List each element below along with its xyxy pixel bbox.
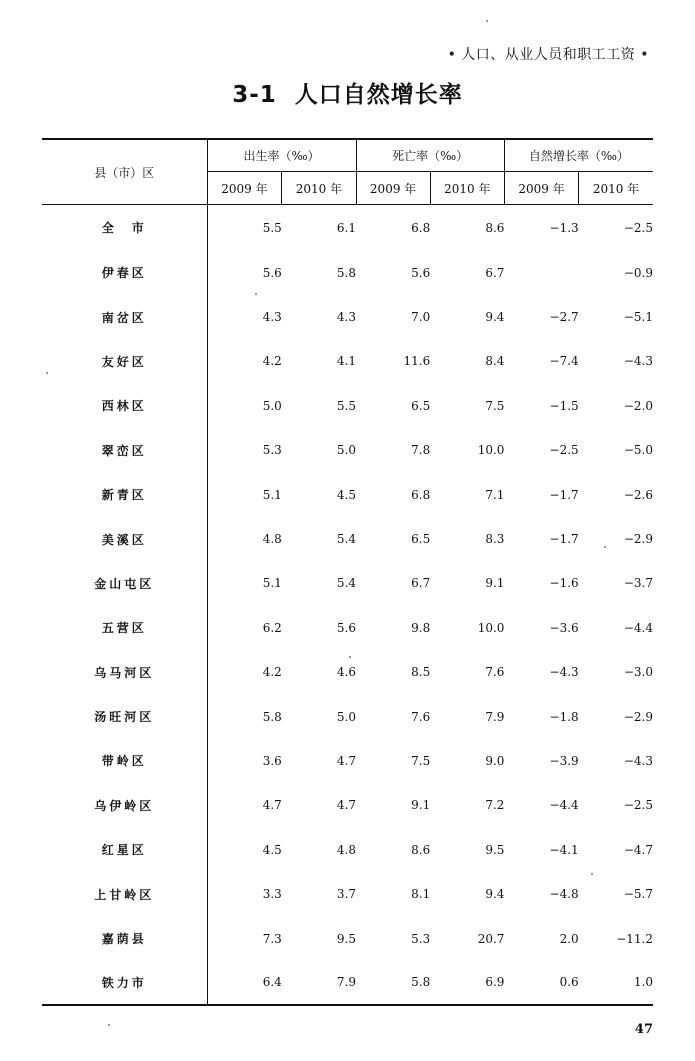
value-cell: 4.3 — [336, 310, 356, 325]
group-header-death-rate: 死亡率（‰） — [356, 139, 504, 172]
value-cell: 9.5 — [336, 931, 356, 946]
value-cell: 5.1 — [262, 576, 282, 591]
value-cell: 4.5 — [336, 487, 356, 502]
value-cell: −3.6 — [549, 620, 579, 635]
value-cell: 4.6 — [336, 665, 356, 680]
value-cell: 6.2 — [262, 620, 282, 635]
value-cell: 5.6 — [262, 265, 282, 280]
value-cell: −5.1 — [623, 310, 653, 325]
value-cell: 1.0 — [633, 975, 653, 990]
region-name: 南岔区 — [42, 295, 207, 339]
value-cell: −4.1 — [549, 842, 579, 857]
region-name: 友好区 — [42, 339, 207, 383]
value-cell: 5.1 — [262, 487, 282, 502]
value-cell: 10.0 — [477, 443, 505, 458]
table-row — [42, 205, 653, 251]
scan-speck — [255, 293, 257, 295]
value-cell: 4.3 — [262, 310, 282, 325]
value-cell: 5.0 — [336, 443, 356, 458]
value-cell: −1.7 — [549, 532, 579, 547]
region-name: 上甘岭区 — [42, 872, 207, 916]
value-cell: −4.3 — [549, 665, 579, 680]
table-row — [42, 472, 653, 516]
region-name: 乌马河区 — [42, 650, 207, 694]
value-cell: 5.4 — [336, 576, 356, 591]
value-cell: −2.6 — [623, 487, 653, 502]
value-cell: −1.6 — [549, 576, 579, 591]
value-cell: 4.7 — [336, 753, 356, 768]
value-cell: −2.5 — [623, 220, 653, 235]
value-cell: 7.2 — [485, 798, 505, 813]
value-cell: 4.7 — [336, 798, 356, 813]
value-cell: 5.3 — [262, 443, 282, 458]
value-cell: 5.3 — [411, 931, 431, 946]
region-name: 乌伊岭区 — [42, 783, 207, 827]
region-name: 汤旺河区 — [42, 694, 207, 738]
scan-speck — [108, 1024, 110, 1026]
value-cell: 6.7 — [485, 265, 505, 280]
table-title: 人口自然增长率 — [294, 82, 463, 108]
natural-growth-table — [42, 138, 653, 1006]
value-cell: 5.4 — [336, 532, 356, 547]
value-cell: 5.5 — [262, 220, 282, 235]
year-header: 2010 年 — [282, 172, 356, 205]
value-cell: −0.9 — [623, 265, 653, 280]
table-row — [42, 561, 653, 605]
scan-speck — [349, 656, 351, 658]
table-row — [42, 517, 653, 561]
value-cell: 5.0 — [336, 709, 356, 724]
table-row — [42, 606, 653, 650]
table-row — [42, 295, 653, 339]
region-name: 五营区 — [42, 606, 207, 650]
value-cell: −4.7 — [623, 842, 653, 857]
table-row — [42, 650, 653, 694]
scan-speck — [46, 372, 48, 374]
value-cell: 4.7 — [262, 798, 282, 813]
value-cell: 6.1 — [336, 220, 356, 235]
value-cell: 4.5 — [262, 842, 282, 857]
table-row — [42, 828, 653, 872]
value-cell: −5.0 — [623, 443, 653, 458]
value-cell: −7.4 — [549, 354, 579, 369]
value-cell: −2.5 — [549, 443, 579, 458]
year-header: 2009 年 — [504, 172, 578, 205]
region-column-header: 县（市）区 — [94, 165, 155, 180]
table-row — [42, 783, 653, 827]
scan-speck — [486, 20, 488, 22]
table-row — [42, 694, 653, 738]
region-name: 全 市 — [42, 205, 207, 251]
value-cell: −11.2 — [616, 931, 653, 946]
value-cell: 3.3 — [262, 887, 282, 902]
region-name: 带岭区 — [42, 739, 207, 783]
value-cell: 9.5 — [485, 842, 505, 857]
scan-speck — [604, 546, 606, 548]
table-row — [42, 428, 653, 472]
table-row — [42, 384, 653, 428]
value-cell: 4.2 — [262, 665, 282, 680]
value-cell: 5.0 — [262, 398, 282, 413]
value-cell: 5.8 — [411, 975, 431, 990]
table-row — [42, 251, 653, 295]
value-cell: −4.4 — [549, 798, 579, 813]
value-cell: −1.8 — [549, 709, 579, 724]
group-header-natural-growth: 自然增长率（‰） — [504, 139, 653, 172]
value-cell: −1.5 — [549, 398, 579, 413]
year-header: 2009 年 — [207, 172, 282, 205]
value-cell: 4.2 — [262, 354, 282, 369]
region-name: 红星区 — [42, 828, 207, 872]
value-cell: 8.3 — [485, 532, 505, 547]
value-cell: 0.6 — [559, 975, 579, 990]
year-header: 2009 年 — [356, 172, 430, 205]
value-cell: −5.7 — [623, 887, 653, 902]
value-cell: 8.5 — [411, 665, 431, 680]
value-cell: 7.9 — [485, 709, 505, 724]
value-cell: 7.8 — [411, 443, 431, 458]
region-name: 翠峦区 — [42, 428, 207, 472]
table-row — [42, 961, 653, 1005]
year-header: 2010 年 — [579, 172, 653, 205]
value-cell: −4.4 — [623, 620, 653, 635]
value-cell: 7.6 — [411, 709, 431, 724]
page-number: 47 — [634, 1022, 653, 1037]
value-cell: 4.1 — [336, 354, 356, 369]
value-cell: −3.0 — [623, 665, 653, 680]
value-cell: 8.6 — [485, 220, 505, 235]
value-cell: −3.9 — [549, 753, 579, 768]
value-cell: 9.4 — [485, 887, 505, 902]
value-cell: 9.0 — [485, 753, 505, 768]
value-cell — [504, 251, 578, 295]
value-cell: 4.8 — [336, 842, 356, 857]
value-cell: 6.9 — [485, 975, 505, 990]
value-cell: 6.8 — [411, 487, 431, 502]
value-cell: 5.5 — [336, 398, 356, 413]
group-header-birth-rate: 出生率（‰） — [207, 139, 356, 172]
table-row — [42, 339, 653, 383]
table-row — [42, 872, 653, 916]
value-cell: 2.0 — [559, 931, 579, 946]
running-head: • 人口、从业人员和职工工资 • — [447, 47, 649, 63]
value-cell: 7.5 — [485, 398, 505, 413]
table-row — [42, 739, 653, 783]
value-cell: 10.0 — [477, 620, 505, 635]
value-cell: 9.1 — [485, 576, 505, 591]
value-cell: 6.7 — [411, 576, 431, 591]
value-cell: −1.3 — [549, 220, 579, 235]
value-cell: −4.3 — [623, 354, 653, 369]
value-cell: −2.7 — [549, 310, 579, 325]
value-cell: 7.0 — [411, 310, 431, 325]
region-name: 新青区 — [42, 472, 207, 516]
scan-speck — [591, 873, 593, 875]
value-cell: 8.1 — [411, 887, 431, 902]
year-header: 2010 年 — [430, 172, 504, 205]
region-name: 伊春区 — [42, 251, 207, 295]
value-cell: 20.7 — [477, 931, 505, 946]
value-cell: −4.8 — [549, 887, 579, 902]
value-cell: 8.6 — [411, 842, 431, 857]
value-cell: 3.6 — [262, 753, 282, 768]
value-cell: 9.4 — [485, 310, 505, 325]
page-title — [0, 76, 695, 109]
table-body — [42, 205, 653, 1006]
region-name: 金山屯区 — [42, 561, 207, 605]
value-cell: −2.9 — [623, 709, 653, 724]
value-cell: 5.8 — [336, 265, 356, 280]
region-name: 铁力市 — [42, 961, 207, 1005]
value-cell: 9.8 — [411, 620, 431, 635]
value-cell: 7.1 — [485, 487, 505, 502]
value-cell: 3.7 — [336, 887, 356, 902]
value-cell: −4.3 — [623, 753, 653, 768]
region-name: 美溪区 — [42, 517, 207, 561]
value-cell: 5.6 — [336, 620, 356, 635]
value-cell: −3.7 — [623, 576, 653, 591]
value-cell: 5.6 — [411, 265, 431, 280]
value-cell: 5.8 — [262, 709, 282, 724]
value-cell: 7.3 — [262, 931, 282, 946]
region-name: 西林区 — [42, 384, 207, 428]
value-cell: 11.6 — [403, 354, 431, 369]
value-cell: 7.5 — [411, 753, 431, 768]
value-cell: −1.7 — [549, 487, 579, 502]
value-cell: 4.8 — [262, 532, 282, 547]
table-number: 3-1 — [232, 82, 277, 108]
value-cell: 6.5 — [411, 398, 431, 413]
value-cell: −2.9 — [623, 532, 653, 547]
value-cell: −2.0 — [623, 398, 653, 413]
value-cell: −2.5 — [623, 798, 653, 813]
value-cell: 8.4 — [485, 354, 505, 369]
value-cell: 6.8 — [411, 220, 431, 235]
table-row — [42, 916, 653, 960]
value-cell: 6.4 — [262, 975, 282, 990]
value-cell: 9.1 — [411, 798, 431, 813]
value-cell: 6.5 — [411, 532, 431, 547]
value-cell: 7.9 — [336, 975, 356, 990]
region-name: 嘉荫县 — [42, 916, 207, 960]
value-cell: 7.6 — [485, 665, 505, 680]
